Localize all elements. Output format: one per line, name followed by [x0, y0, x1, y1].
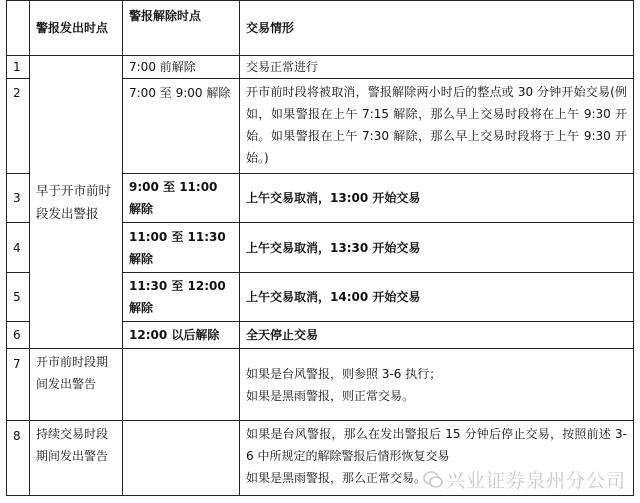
table-row	[7, 421, 634, 496]
table-row	[7, 56, 634, 79]
lift-time-cell: 12:00 以后解除	[123, 322, 240, 349]
row-number: 4	[7, 223, 30, 273]
header-issue-time: 警报发出时点	[30, 1, 123, 56]
table-row	[7, 349, 634, 421]
header-lift-time: 警报解除时点	[123, 1, 240, 56]
header-row	[7, 1, 634, 56]
situation-cell: 开市前时段将被取消，警报解除两小时后的整点或 30 分钟开始交易(例如，如果警报在上午 7:15 解除，那么早上交易时段将在上午 9:30 开始。如果警报在上午 7:30 解除，那么早上交易时段将于上午 9:30 开始。)	[240, 79, 634, 174]
lift-time-cell: 11:30 至 12:00 解除	[123, 273, 240, 322]
lift-time-cell-empty	[123, 421, 240, 496]
situation-cell: 交易正常进行	[240, 56, 634, 79]
row-number: 1	[7, 56, 30, 79]
situation-line: 如果是台风警报，则参照 3-6 执行；	[246, 366, 442, 381]
header-situation: 交易情形	[240, 1, 634, 56]
situation-cell: 全天停止交易	[240, 322, 634, 349]
lift-time-cell: 7:00 前解除	[123, 56, 240, 79]
situation-cell	[240, 349, 634, 421]
issue-time-cell: 持续交易时段期间发出警告	[30, 421, 123, 496]
lift-time-cell: 11:00 至 11:30 解除	[123, 223, 240, 273]
header-num-cell	[7, 1, 30, 56]
issue-time-cell: 开市前时段期间发出警告	[30, 349, 123, 421]
situation-line: 如果是台风警报，那么在发出警报后 15 分钟后停止交易，按照前述 3-6 中所规定的解除警报后情形恢复交易	[246, 427, 627, 463]
situation-line: 如果是黑雨警报，那么正常交易。	[246, 471, 427, 485]
group-issue-time: 早于开市前时段发出警报	[30, 56, 123, 349]
trading-rules-table	[6, 0, 634, 496]
row-number: 7	[7, 349, 30, 421]
situation-line: 如果是黑雨警报，则正常交易。	[246, 388, 415, 403]
row-number: 3	[7, 174, 30, 223]
row-number: 8	[7, 421, 30, 496]
situation-cell	[240, 421, 634, 496]
row-number: 2	[7, 79, 30, 174]
situation-cell: 上午交易取消，13:30 开始交易	[240, 223, 634, 273]
lift-time-cell: 7:00 至 9:00 解除	[123, 79, 240, 174]
row-number: 5	[7, 273, 30, 322]
lift-time-cell-empty	[123, 349, 240, 421]
situation-cell: 上午交易取消，13:00 开始交易	[240, 174, 634, 223]
row-number: 6	[7, 322, 30, 349]
lift-time-cell: 9:00 至 11:00 解除	[123, 174, 240, 223]
watermark-text: 兴业证券泉州分公司	[445, 470, 626, 492]
situation-cell: 上午交易取消，14:00 开始交易	[240, 273, 634, 322]
